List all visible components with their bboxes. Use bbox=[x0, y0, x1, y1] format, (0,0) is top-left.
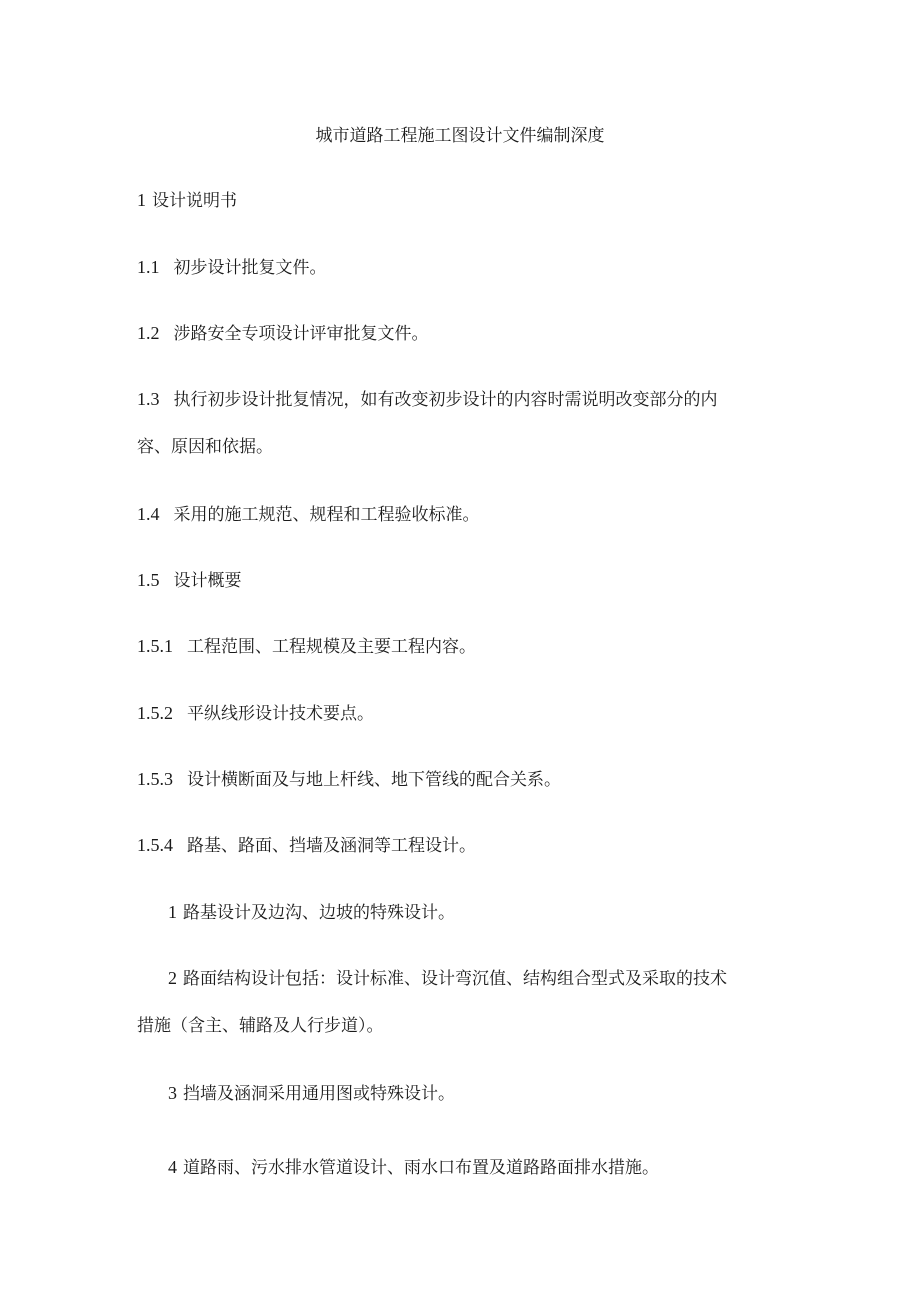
section-number: 1.5.4 bbox=[137, 835, 173, 855]
section-number: 1.1 bbox=[137, 257, 160, 277]
paragraph-1-3-continuation: 容、原因和依据。 bbox=[137, 437, 273, 457]
subitem-2 bbox=[168, 964, 818, 993]
section-number: 1.2 bbox=[137, 323, 160, 343]
paragraph-1-2 bbox=[137, 319, 787, 348]
paragraph-text: 执行初步设计批复情况，如有改变初步设计的内容时需说明改变部分的内 bbox=[173, 390, 718, 410]
item-number: 1 bbox=[168, 902, 177, 922]
paragraph-1-5-2 bbox=[137, 699, 787, 728]
paragraph-1-5-3 bbox=[137, 765, 787, 794]
paragraph-text: 设计说明书 bbox=[152, 191, 237, 211]
section-number: 1.5.1 bbox=[137, 636, 173, 656]
paragraph-1 bbox=[137, 186, 787, 215]
item-number: 3 bbox=[168, 1083, 177, 1103]
paragraph-text: 挡墙及涵洞采用通用图或特殊设计。 bbox=[183, 1084, 455, 1104]
paragraph-text: 设计横断面及与地上杆线、地下管线的配合关系。 bbox=[187, 770, 561, 790]
paragraph-text: 路基设计及边沟、边坡的特殊设计。 bbox=[183, 903, 455, 923]
subitem-2-continuation: 措施（含主、辅路及人行步道）。 bbox=[137, 1016, 384, 1036]
paragraph-1-1 bbox=[137, 253, 787, 282]
item-number: 2 bbox=[168, 968, 177, 988]
paragraph-text: 工程范围、工程规模及主要工程内容。 bbox=[187, 637, 476, 657]
paragraph-text: 初步设计批复文件。 bbox=[173, 258, 327, 278]
paragraph-text: 路基、路面、挡墙及涵洞等工程设计。 bbox=[187, 836, 476, 856]
paragraph-text: 采用的施工规范、规程和工程验收标准。 bbox=[173, 505, 480, 525]
paragraph-1-3 bbox=[137, 385, 787, 414]
paragraph-text: 平纵线形设计技术要点。 bbox=[187, 704, 374, 724]
paragraph-1-5 bbox=[137, 566, 787, 595]
section-number: 1.5.2 bbox=[137, 703, 173, 723]
subitem-4 bbox=[168, 1153, 818, 1182]
paragraph-1-4 bbox=[137, 500, 787, 529]
paragraph-text: 设计概要 bbox=[173, 571, 242, 591]
section-number: 1 bbox=[137, 190, 146, 210]
paragraph-1-5-1 bbox=[137, 632, 787, 661]
section-number: 1.5.3 bbox=[137, 769, 173, 789]
subitem-3 bbox=[168, 1079, 818, 1108]
paragraph-text: 道路雨、污水排水管道设计、雨水口布置及道路路面排水措施。 bbox=[183, 1158, 659, 1178]
document-title: 城市道路工程施工图设计文件编制深度 bbox=[315, 126, 605, 146]
section-number: 1.5 bbox=[137, 570, 160, 590]
section-number: 1.3 bbox=[137, 389, 160, 409]
subitem-1 bbox=[168, 898, 818, 927]
paragraph-text: 路面结构设计包括：设计标准、设计弯沉值、结构组合型式及采取的技术 bbox=[183, 969, 727, 989]
item-number: 4 bbox=[168, 1157, 177, 1177]
section-number: 1.4 bbox=[137, 504, 160, 524]
paragraph-text: 涉路安全专项设计评审批复文件。 bbox=[173, 324, 429, 344]
paragraph-1-5-4 bbox=[137, 831, 787, 860]
